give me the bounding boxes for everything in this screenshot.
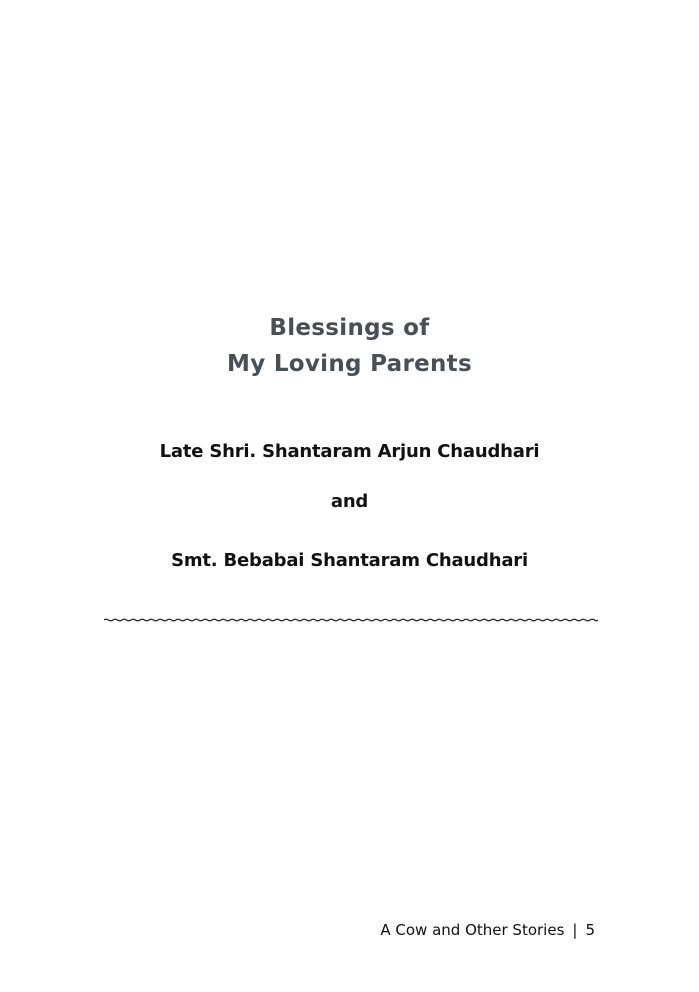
page-footer <box>380 919 595 941</box>
dedication-heading-line-2: My Loving Parents <box>227 351 472 377</box>
parent-name-father: Late Shri. Shantaram Arjun Chaudhari <box>159 441 540 462</box>
footer-book-title: A Cow and Other Stories <box>380 921 565 939</box>
wavy-line-divider-icon <box>104 612 598 628</box>
conjunction-and: and <box>330 491 369 512</box>
footer-page-number: 5 <box>585 921 595 939</box>
footer-separator: | <box>572 921 578 939</box>
dedication-heading-line-1: Blessings of <box>269 315 430 341</box>
parent-name-mother: Smt. Bebabai Shantaram Chaudhari <box>171 550 528 571</box>
